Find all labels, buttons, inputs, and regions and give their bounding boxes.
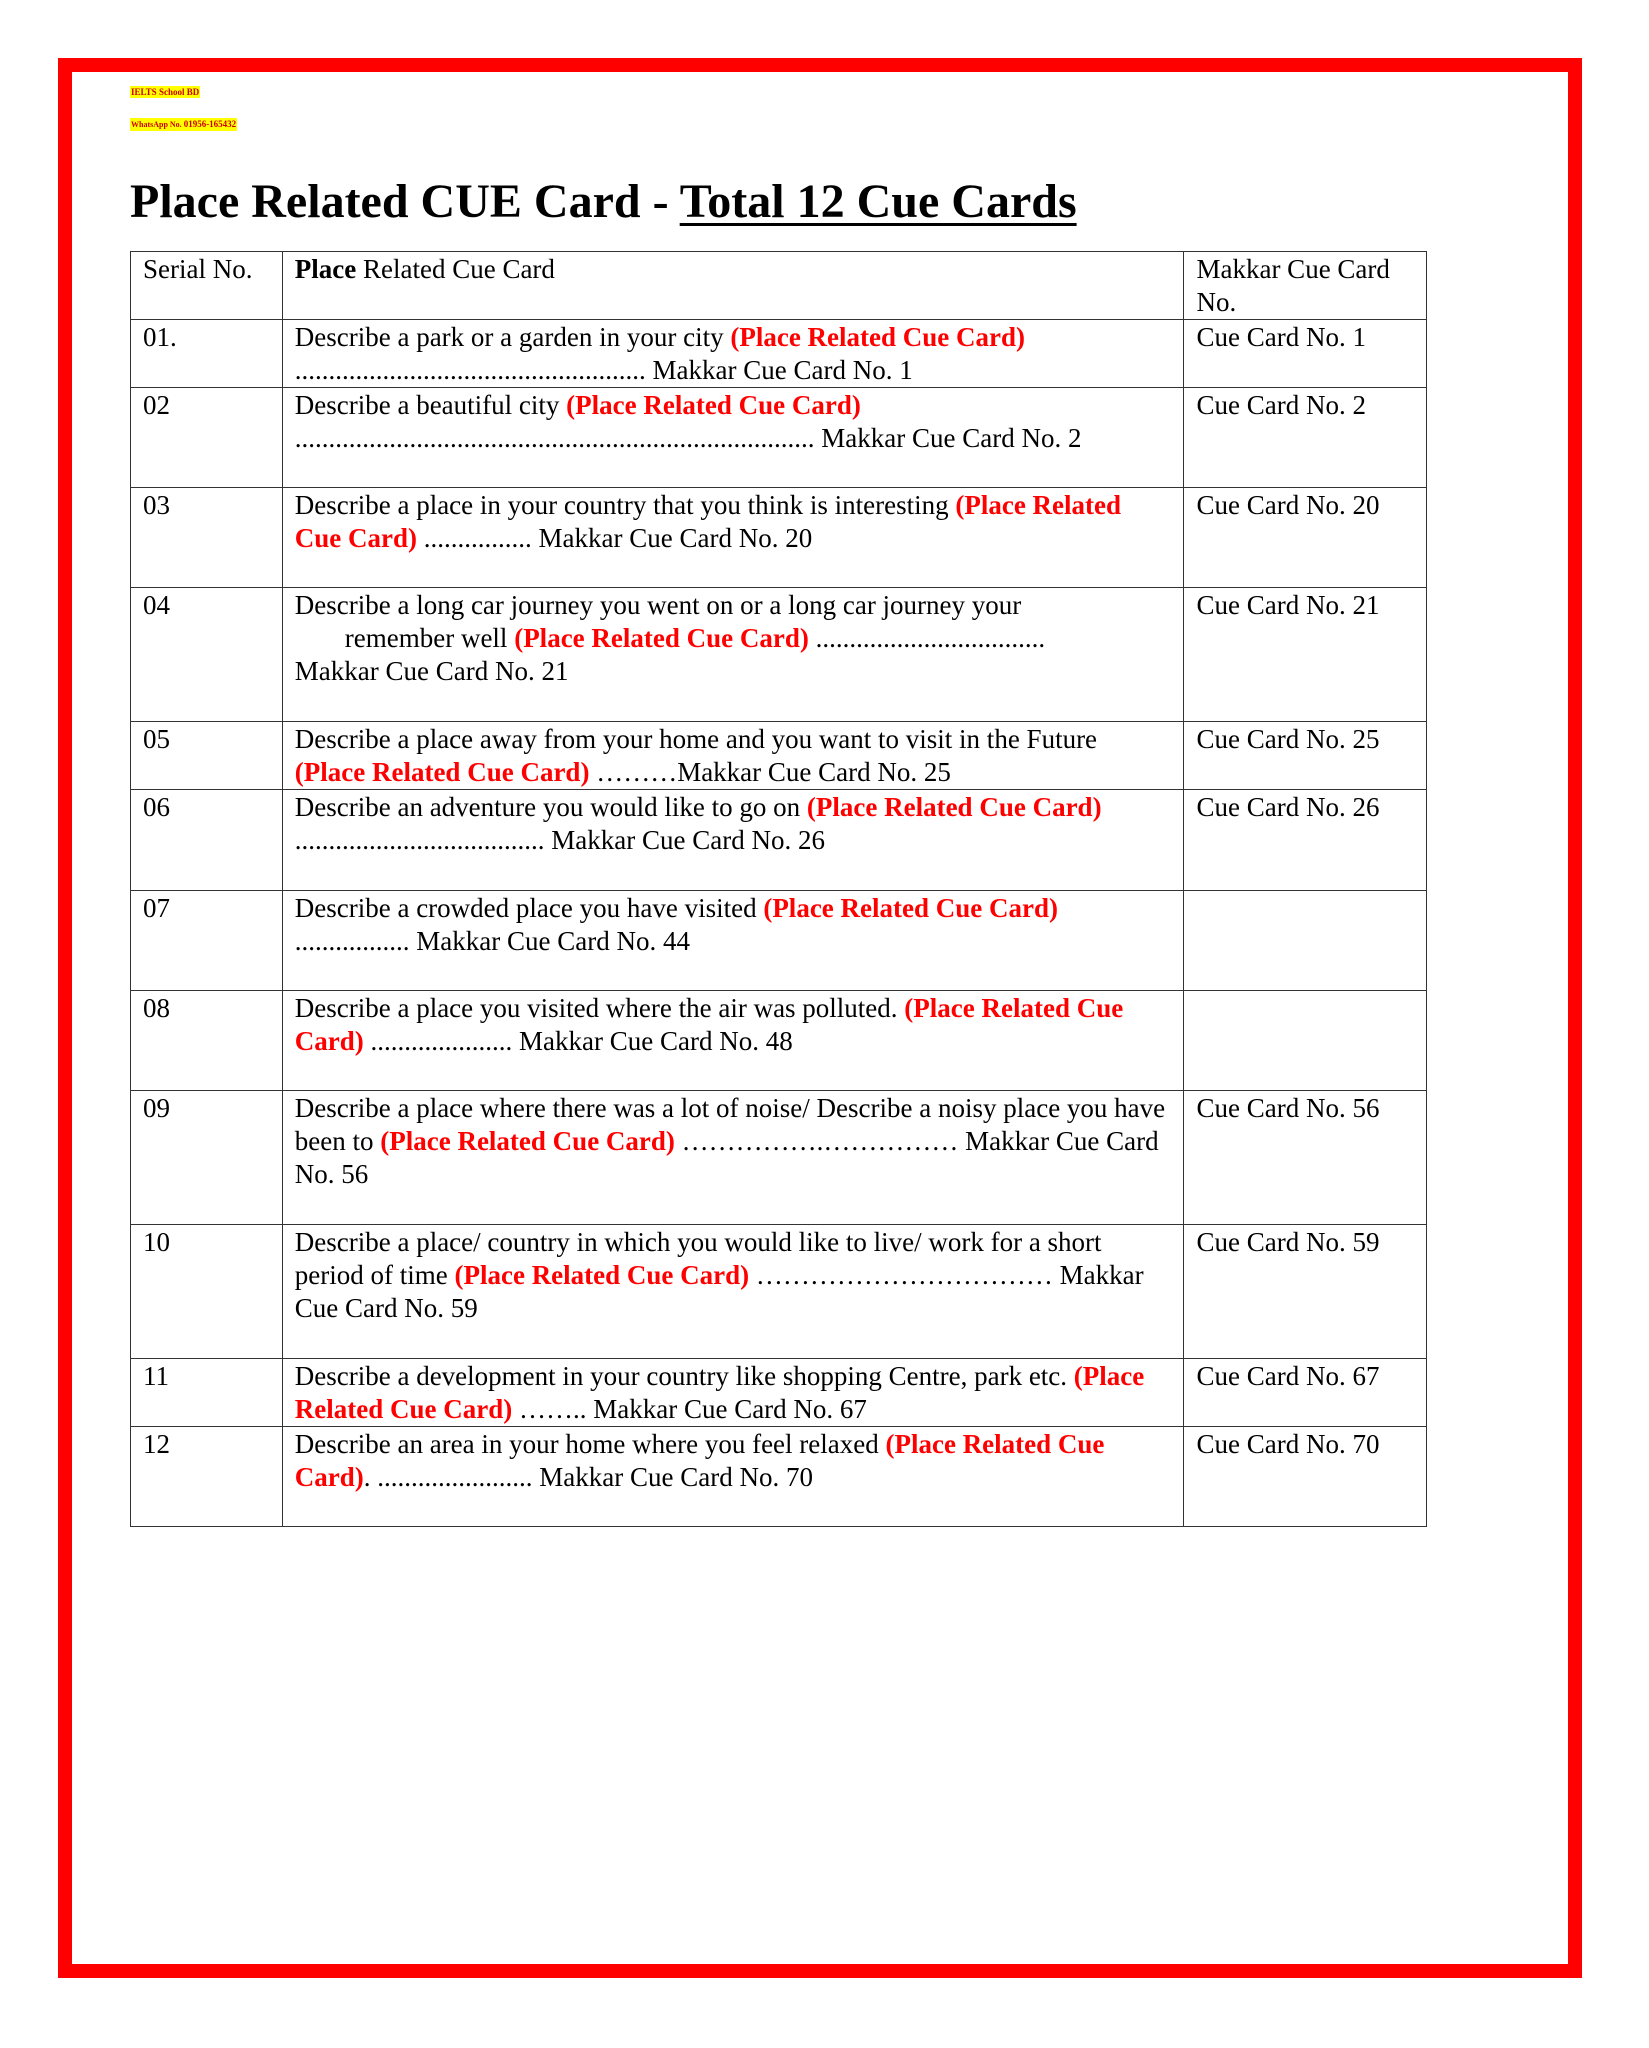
- row-serial: 07: [131, 891, 283, 991]
- row-text: Describe a place where there was a lot of noise/ Describe a noisy place you have been to: [294, 1093, 1166, 1156]
- row-description: [282, 991, 1184, 1091]
- row-suffix: ................. Makkar Cue Card No. 44: [294, 926, 690, 956]
- row-text: Describe a crowded place you have visited: [294, 893, 764, 923]
- table-row: [131, 1091, 1427, 1225]
- header-cue-card-bold: Place: [294, 254, 357, 284]
- row-serial: 10: [131, 1225, 283, 1359]
- row-serial: 05: [131, 722, 283, 790]
- row-makkar: Cue Card No. 67: [1184, 1359, 1427, 1427]
- row-suffix-continued: Makkar Cue Card No. 21: [294, 656, 569, 686]
- row-tag: (Place Related Cue Card): [294, 757, 590, 787]
- row-serial: 04: [131, 588, 283, 722]
- row-suffix: ..................................: [808, 623, 1046, 653]
- row-suffix: ................ Makkar Cue Card No. 20: [417, 523, 813, 553]
- table-row: [131, 790, 1427, 891]
- row-makkar: [1184, 891, 1427, 991]
- table-header-row: [131, 252, 1427, 320]
- row-suffix: .................................................... Makkar Cue Card No. 1: [294, 355, 913, 385]
- row-suffix: ..................... Makkar Cue Card No. 48: [363, 1026, 793, 1056]
- row-tag: (Place Related Cue Card): [566, 390, 861, 420]
- table-row: [131, 1225, 1427, 1359]
- row-suffix: …………………………… Makkar Cue Card No. 59: [294, 1260, 1144, 1323]
- row-description: [282, 790, 1184, 891]
- row-description: [282, 1225, 1184, 1359]
- row-makkar: [1184, 991, 1427, 1091]
- row-makkar: Cue Card No. 20: [1184, 488, 1427, 588]
- row-makkar: Cue Card No. 59: [1184, 1225, 1427, 1359]
- row-description: [282, 891, 1184, 991]
- row-text: Describe a place away from your home and you want to visit in the Future: [294, 724, 1098, 754]
- table-row: [131, 1359, 1427, 1427]
- row-serial: 09: [131, 1091, 283, 1225]
- row-text: Describe an area in your home where you feel relaxed: [294, 1429, 886, 1459]
- row-serial: 02: [131, 388, 283, 488]
- row-text: Describe a place/ country in which you would like to live/ work for a short period of time: [294, 1227, 1102, 1290]
- row-text: Describe a beautiful city: [294, 390, 567, 420]
- table-row: [131, 388, 1427, 488]
- table-row: [131, 891, 1427, 991]
- row-description: [282, 1427, 1184, 1527]
- row-description: [282, 488, 1184, 588]
- page-title: [130, 170, 1077, 234]
- row-serial: 08: [131, 991, 283, 1091]
- row-suffix: …………….…………… Makkar Cue Card No. 56: [294, 1126, 1159, 1189]
- title-underlined: Total 12 Cue Cards: [679, 175, 1077, 228]
- row-description: [282, 588, 1184, 722]
- row-tag: (Place Related Cue Card): [730, 322, 1026, 352]
- row-serial: 06: [131, 790, 283, 891]
- row-tag: (Place Related Cue Card): [294, 490, 1122, 553]
- row-text: Describe a park or a garden in your city: [294, 322, 731, 352]
- table-row: [131, 320, 1427, 388]
- row-suffix: . ....................... Makkar Cue Card No. 70: [363, 1462, 813, 1492]
- row-text-continued: remember well: [344, 623, 515, 653]
- table-row: [131, 1427, 1427, 1527]
- table-row: [131, 588, 1427, 722]
- table-row: [131, 722, 1427, 790]
- row-tag: (Place Related Cue Card): [294, 993, 1124, 1056]
- row-text: Describe a development in your country like shopping Centre, park etc.: [294, 1361, 1074, 1391]
- header-serial: Serial No.: [131, 252, 283, 320]
- row-makkar: Cue Card No. 2: [1184, 388, 1427, 488]
- school-name-text: IELTS School BD: [131, 87, 200, 97]
- header-cue-card-rest: Related Cue Card: [356, 254, 555, 284]
- row-tag: (Place Related Cue Card): [294, 1429, 1105, 1492]
- row-tag: (Place Related Cue Card): [806, 792, 1102, 822]
- row-suffix: ............................................................................. Makkar Cue Card No. 2: [294, 423, 1082, 453]
- table-row: [131, 991, 1427, 1091]
- row-makkar: Cue Card No. 70: [1184, 1427, 1427, 1527]
- row-tag: (Place Related Cue Card): [294, 1361, 1145, 1424]
- row-makkar: Cue Card No. 25: [1184, 722, 1427, 790]
- row-text: Describe a place you visited where the air was polluted.: [294, 993, 905, 1023]
- row-description: [282, 1091, 1184, 1225]
- row-suffix: ..................................... Makkar Cue Card No. 26: [294, 825, 825, 855]
- row-text: Describe an adventure you would like to go on: [294, 792, 807, 822]
- row-makkar: Cue Card No. 26: [1184, 790, 1427, 891]
- row-serial: 12: [131, 1427, 283, 1527]
- row-serial: 01.: [131, 320, 283, 388]
- row-description: [282, 1359, 1184, 1427]
- row-suffix: …….. Makkar Cue Card No. 67: [512, 1394, 867, 1424]
- row-tag: (Place Related Cue Card): [454, 1260, 750, 1290]
- title-main: Place Related CUE Card -: [130, 175, 680, 228]
- row-tag: (Place Related Cue Card): [514, 623, 809, 653]
- row-text: Describe a place in your country that you think is interesting: [294, 490, 956, 520]
- table-row: [131, 488, 1427, 588]
- cue-card-table: [130, 251, 1427, 1527]
- header-cue-card: [282, 252, 1184, 320]
- row-tag: (Place Related Cue Card): [380, 1126, 675, 1156]
- row-description: [282, 722, 1184, 790]
- row-serial: 11: [131, 1359, 283, 1427]
- whatsapp-note: [130, 118, 237, 131]
- row-serial: 03: [131, 488, 283, 588]
- row-description: [282, 320, 1184, 388]
- row-description: [282, 388, 1184, 488]
- row-suffix: ………Makkar Cue Card No. 25: [589, 757, 951, 787]
- whatsapp-number: 01956-165432: [183, 119, 237, 129]
- header-makkar: Makkar Cue Card No.: [1184, 252, 1427, 320]
- whatsapp-label: WhatsApp No.: [131, 120, 184, 129]
- row-makkar: Cue Card No. 21: [1184, 588, 1427, 722]
- row-tag: (Place Related Cue Card): [763, 893, 1058, 923]
- row-text: Describe a long car journey you went on or a long car journey your: [294, 590, 1022, 620]
- school-name: [130, 86, 200, 98]
- row-makkar: Cue Card No. 1: [1184, 320, 1427, 388]
- row-makkar: Cue Card No. 56: [1184, 1091, 1427, 1225]
